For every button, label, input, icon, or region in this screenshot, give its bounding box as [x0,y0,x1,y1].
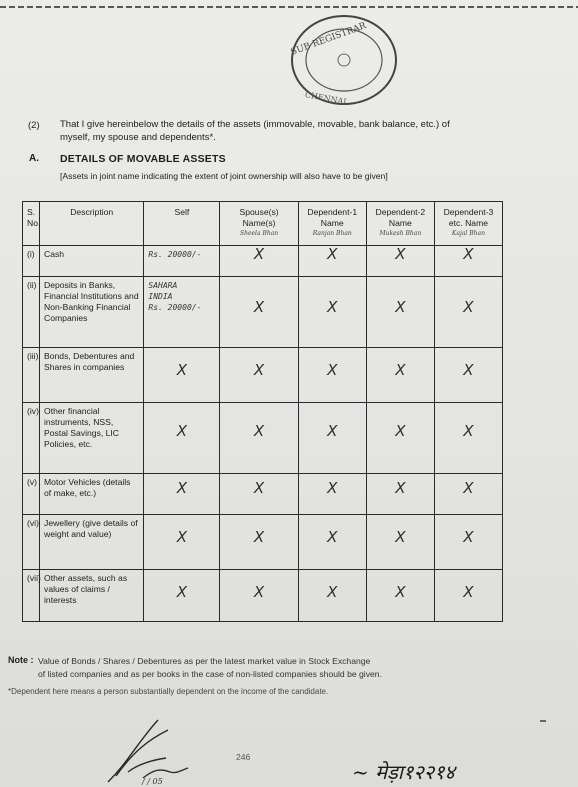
header-description: Description [40,202,144,246]
cell-self [144,474,220,515]
handwritten-value: SAHARA INDIA Rs. 20000/- [148,280,202,312]
header-sno: S. No. [23,202,40,246]
cell-dep1 [298,347,366,402]
signature-right: ~ मेड़ा१२२१४ [352,760,455,784]
table-row [23,276,503,347]
cell-description: Jewellery (give details of weight and value) [40,514,144,569]
cross-mark: X [463,421,474,440]
cross-mark: X [176,527,188,546]
cross-mark: X [463,582,474,601]
movable-assets-table [22,201,503,622]
cell-spouse [220,474,298,515]
cross-mark: X [395,297,406,316]
signature-left [98,712,218,787]
cell-spouse [220,569,298,621]
section-letter: A. [29,153,39,164]
table-row [23,514,503,569]
header-dep3-label: Dependent-3 etc. Name [443,207,494,228]
cell-description: Motor Vehicles (details of make, etc.) [40,474,144,515]
cell-dep3 [434,474,502,515]
paragraph-text [60,118,450,144]
cell-spouse [220,347,298,402]
cell-description: Bonds, Debentures and Shares in companies [40,347,144,402]
cross-mark: X [176,582,188,601]
header-dependent-1 [298,202,366,246]
cell-sno: (ii) [23,276,40,347]
header-dependent-2 [366,202,434,246]
cross-mark: X [327,245,338,263]
dep3-name-handwritten: Kajal Bhan [451,230,485,237]
cross-mark: X [253,421,265,440]
cell-dep2 [366,569,434,621]
cell-self [144,246,220,277]
cell-dep2 [366,474,434,515]
cross-mark: X [253,297,265,316]
cell-spouse [220,276,298,347]
svg-text:/ / 05: / / 05 [142,777,163,786]
cell-dep2 [366,347,434,402]
note-text [38,655,382,681]
section-title: DETAILS OF MOVABLE ASSETS [60,153,226,165]
cross-mark: X [395,582,406,601]
cell-spouse [220,402,298,473]
cell-spouse [220,246,298,277]
cell-sno: (iii) [23,347,40,402]
cell-dep2 [366,246,434,277]
header-dep2-label: Dependent-2 Name [375,207,426,228]
page-number: 246 [236,752,251,762]
cross-mark: X [327,421,338,440]
cell-dep3 [434,514,502,569]
cell-description: Deposits in Banks, Financial Institutions and Non-Banking Financial Companies [40,276,144,347]
dep1-name-handwritten: Ranjan Bhan [312,230,352,237]
cell-dep3 [434,347,502,402]
dep2-name-handwritten: Mukesh Bhan [379,230,422,237]
cross-mark: X [327,527,338,546]
header-self: Self [144,202,220,246]
cross-mark: X [327,479,338,498]
cross-mark: X [463,245,474,263]
paragraph-line-1: That I give hereinbelow the details of the assets (immovable, movable, bank balance, etc.) of [60,119,450,130]
cross-mark: X [395,479,406,498]
cross-mark: X [253,245,265,263]
cell-self [144,402,220,473]
table-row [23,569,503,621]
note-label: Note : [8,655,34,665]
cell-dep1 [298,276,366,347]
header-spouse-label: Spouse(s) Name(s) [239,207,279,228]
header-dep1-label: Dependent-1 Name [307,207,358,228]
cross-mark: X [253,582,265,601]
cross-mark: X [327,297,338,316]
cell-sno: (iv) [23,402,40,473]
cross-mark: X [176,360,188,379]
dependent-footnote: *Dependent here means a person substantially dependent on the income of the candidate. [8,687,329,696]
handwritten-value: Rs. 20000/- [148,250,202,259]
cell-self [144,276,220,347]
table-row [23,246,503,277]
cell-dep3 [434,569,502,621]
cross-mark: X [327,582,338,601]
cross-mark: X [176,421,188,440]
cell-dep2 [366,514,434,569]
cell-dep2 [366,276,434,347]
table-row [23,474,503,515]
cell-sno: (v) [23,474,40,515]
cell-dep1 [298,569,366,621]
cross-mark: X [176,479,188,498]
section-note: [Assets in joint name indicating the extent of joint ownership will also have to be given] [60,171,388,181]
cross-mark: X [327,360,338,379]
cell-dep3 [434,246,502,277]
cell-dep3 [434,276,502,347]
cell-self [144,514,220,569]
table-row [23,402,503,473]
cross-mark: X [395,245,406,263]
cross-mark: X [395,360,406,379]
registrar-seal [282,8,402,118]
note-line-1: Value of Bonds / Shares / Debentures as per the latest market value in Stock Exchange [38,656,371,666]
cross-mark: X [395,421,406,440]
cell-sno: (i) [23,246,40,277]
cell-self [144,347,220,402]
cross-mark: X [253,479,265,498]
cell-dep3 [434,402,502,473]
table-row [23,347,503,402]
table-header-row [23,202,503,246]
cell-dep1 [298,514,366,569]
note-line-2: of listed companies and as per books in the case of non-listed companies should be given. [38,669,382,679]
cell-spouse [220,514,298,569]
cross-mark: X [253,360,265,379]
header-spouse [220,202,298,246]
cell-description: Cash [40,246,144,277]
margin-mark [540,720,546,722]
cell-sno: (vi) [23,514,40,569]
cell-dep1 [298,474,366,515]
cell-dep2 [366,402,434,473]
spouse-name-handwritten: Sheela Bhan [239,230,279,237]
header-dependent-3 [434,202,502,246]
cell-description: Other assets, such as values of claims / interests [40,569,144,621]
cell-description: Other financial instruments, NSS, Postal Savings, LIC Policies, etc. [40,402,144,473]
cell-dep1 [298,402,366,473]
cross-mark: X [463,360,474,379]
cell-sno: (vii) [23,569,40,621]
paragraph-line-2: myself, my spouse and dependents*. [60,132,216,143]
cell-dep1 [298,246,366,277]
cross-mark: X [463,297,474,316]
svg-text:CHENNAI: CHENNAI [304,90,348,107]
cross-mark: X [463,479,474,498]
svg-text:SUB REGISTRAR: SUB REGISTRAR [289,21,368,58]
cross-mark: X [253,527,265,546]
cross-mark: X [395,527,406,546]
paragraph-number: (2) [28,120,40,131]
cross-mark: X [463,527,474,546]
cell-self [144,569,220,621]
